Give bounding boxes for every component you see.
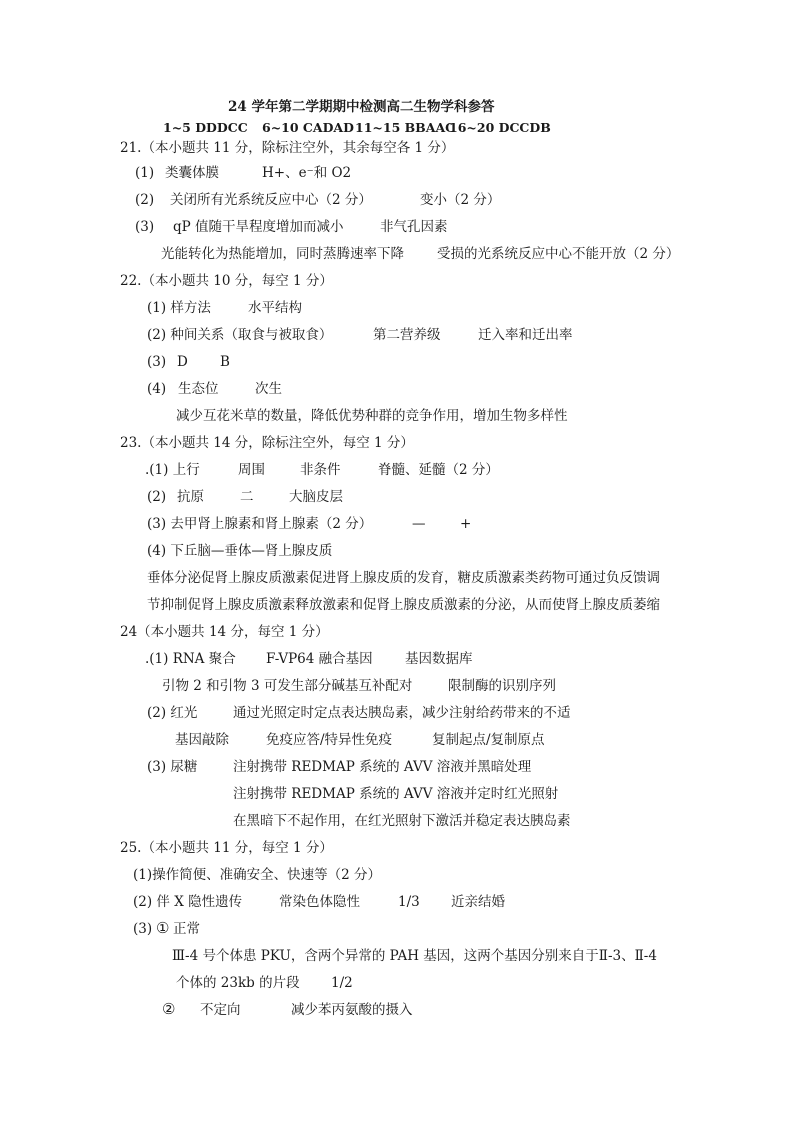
- q21-3-label: (3): [135, 219, 155, 235]
- q21-2-answer-b: 变小（2 分）: [420, 192, 501, 208]
- q24-3-answer-b: 注射携带 REDMAP 系统的 AVV 溶液并黑暗处理: [233, 759, 532, 775]
- q22-3-answer-b: B: [220, 354, 230, 370]
- q23-2-label: (2): [147, 489, 167, 505]
- q22-4-label: (4): [147, 381, 167, 397]
- q23-3-answer-b: —: [412, 516, 426, 532]
- q21-1-label: (1): [135, 165, 155, 181]
- q23-1-answer-b: 周围: [238, 462, 265, 478]
- q23-4-answer-b-line1: 垂体分泌促肾上腺皮质激素促进肾上腺皮质的发育，糖皮质激素类药物可通过负反馈调: [147, 570, 660, 586]
- q23-2-answer-c: 大脑皮层: [289, 489, 343, 505]
- q22-1-answer-b: 水平结构: [248, 300, 302, 316]
- q23-3-answer-c: +: [460, 516, 472, 532]
- q25-3-sub1-marker: ①: [156, 919, 170, 937]
- q24-heading: 24（本小题共 14 分，每空 1 分）: [120, 624, 329, 640]
- q23-2-answer-b: 二: [240, 489, 254, 505]
- q25-3-sub1-answer-c: 1/2: [331, 975, 353, 991]
- q23-3-answer-a: (3) 去甲肾上腺素和肾上腺素（2 分）: [147, 516, 373, 532]
- q23-1-answer-c: 非条件: [300, 462, 341, 478]
- q22-4-answer-b: 次生: [255, 381, 282, 397]
- q23-2-answer-a: 抗原: [177, 489, 204, 505]
- q22-3-answer-a: D: [177, 354, 188, 370]
- q21-heading: 21.（本小题共 11 分，除标注空外，其余每空各 1 分）: [120, 140, 455, 156]
- q22-heading: 22.（本小题共 10 分，每空 1 分）: [120, 273, 333, 289]
- q25-heading: 25.（本小题共 11 分，每空 1 分）: [120, 840, 333, 856]
- q24-2-answer-e: 复制起点/复制原点: [432, 732, 545, 748]
- q25-2-answer-c: 1/3: [398, 894, 420, 910]
- page-title: 24 学年第二学期期中检测高二生物学科参答: [228, 99, 495, 115]
- q24-1-answer-d: 引物 2 和引物 3 可发生部分碱基互补配对: [162, 678, 413, 694]
- q24-1-answer-b: F-VP64 融合基因: [266, 651, 373, 667]
- mc-answers-1-5: 1~5 DDDCC: [163, 120, 248, 135]
- q23-1-answer-a: .(1) 上行: [145, 462, 200, 478]
- q25-2-answer-a: (2) 伴 X 隐性遗传: [133, 894, 243, 910]
- q25-3-sub2-answer-b: 减少苯丙氨酸的摄入: [291, 1002, 413, 1018]
- q25-3-label: (3): [133, 921, 153, 937]
- q25-3-sub2-marker: ②: [162, 1000, 176, 1018]
- q22-2-answer-b: 第二营养级: [373, 327, 441, 343]
- mc-answers-11-15: 11~15 BBAAC: [355, 120, 456, 135]
- q24-2-answer-c: 基因敲除: [175, 732, 229, 748]
- q24-1-answer-a: .(1) RNA 聚合: [145, 651, 236, 667]
- q22-4-answer-a: 生态位: [178, 381, 219, 397]
- q25-1-answer: (1)操作简便、准确安全、快速等（2 分）: [133, 867, 382, 883]
- q25-2-answer-d: 近亲结婚: [451, 894, 505, 910]
- q25-3-sub2-answer-a: 不定向: [200, 1002, 241, 1018]
- q25-3-sub1-answer-b-line1: Ⅲ-4 号个体患 PKU，含两个异常的 PAH 基因，这两个基因分别来自于Ⅱ-3、Ⅱ-4: [172, 948, 657, 964]
- mc-answers-16-20: 16~20 DCCDB: [449, 120, 551, 135]
- q24-1-answer-c: 基因数据库: [405, 651, 473, 667]
- q21-1-answer-a: 类囊体膜: [165, 165, 219, 181]
- q24-1-answer-e: 限制酶的识别序列: [448, 678, 556, 694]
- q25-3-sub1-answer-a: 正常: [173, 921, 200, 937]
- q25-2-answer-b: 常染色体隐性: [279, 894, 360, 910]
- q21-3-answer-a: qP 值随干旱程度增加而减小: [173, 219, 344, 235]
- q21-3-answer-c: 光能转化为热能增加，同时蒸腾速率下降: [161, 246, 404, 262]
- q22-3-label: (3): [147, 354, 167, 370]
- q23-4-answer-b-line2: 节抑制促肾上腺皮质激素释放激素和促肾上腺皮质激素的分泌，从而使肾上腺皮质萎缩: [147, 597, 660, 613]
- q21-3-answer-d: 受损的光系统反应中心不能开放（2 分）: [437, 246, 680, 262]
- q22-2-answer-a: (2) 种间关系（取食与被取食）: [147, 327, 333, 343]
- q24-3-answer-c: 注射携带 REDMAP 系统的 AVV 溶液并定时红光照射: [233, 786, 559, 802]
- q22-4-answer-c: 减少互花米草的数量，降低优势种群的竞争作用，增加生物多样性: [176, 408, 568, 424]
- q21-3-answer-b: 非气孔因素: [380, 219, 448, 235]
- q21-2-answer-a: 关闭所有光系统反应中心（2 分）: [170, 192, 372, 208]
- q22-2-answer-c: 迁入率和迁出率: [478, 327, 573, 343]
- q25-3-sub1-answer-b-line2: 个体的 23kb 的片段: [176, 975, 300, 991]
- q24-3-answer-d: 在黑暗下不起作用，在红光照射下激活并稳定表达胰岛素: [233, 813, 571, 829]
- q24-2-answer-b: 通过光照定时定点表达胰岛素，减少注射给药带来的不适: [233, 705, 571, 721]
- q24-3-answer-a: (3) 尿糖: [147, 759, 198, 775]
- q21-2-label: (2): [135, 192, 155, 208]
- q21-1-answer-b: H+、e⁻和 O2: [262, 165, 352, 181]
- q24-2-answer-d: 免疫应答/特异性免疫: [266, 732, 393, 748]
- q23-4-answer-a: (4) 下丘脑—垂体—肾上腺皮质: [147, 543, 333, 559]
- q22-1-answer-a: (1) 样方法: [147, 300, 211, 316]
- mc-answers-6-10: 6~10 CADAD: [262, 120, 354, 135]
- q23-1-answer-d: 脊髓、延髓（2 分）: [378, 462, 499, 478]
- q24-2-answer-a: (2) 红光: [147, 705, 198, 721]
- q23-heading: 23.（本小题共 14 分，除标注空外，每空 1 分）: [120, 435, 414, 451]
